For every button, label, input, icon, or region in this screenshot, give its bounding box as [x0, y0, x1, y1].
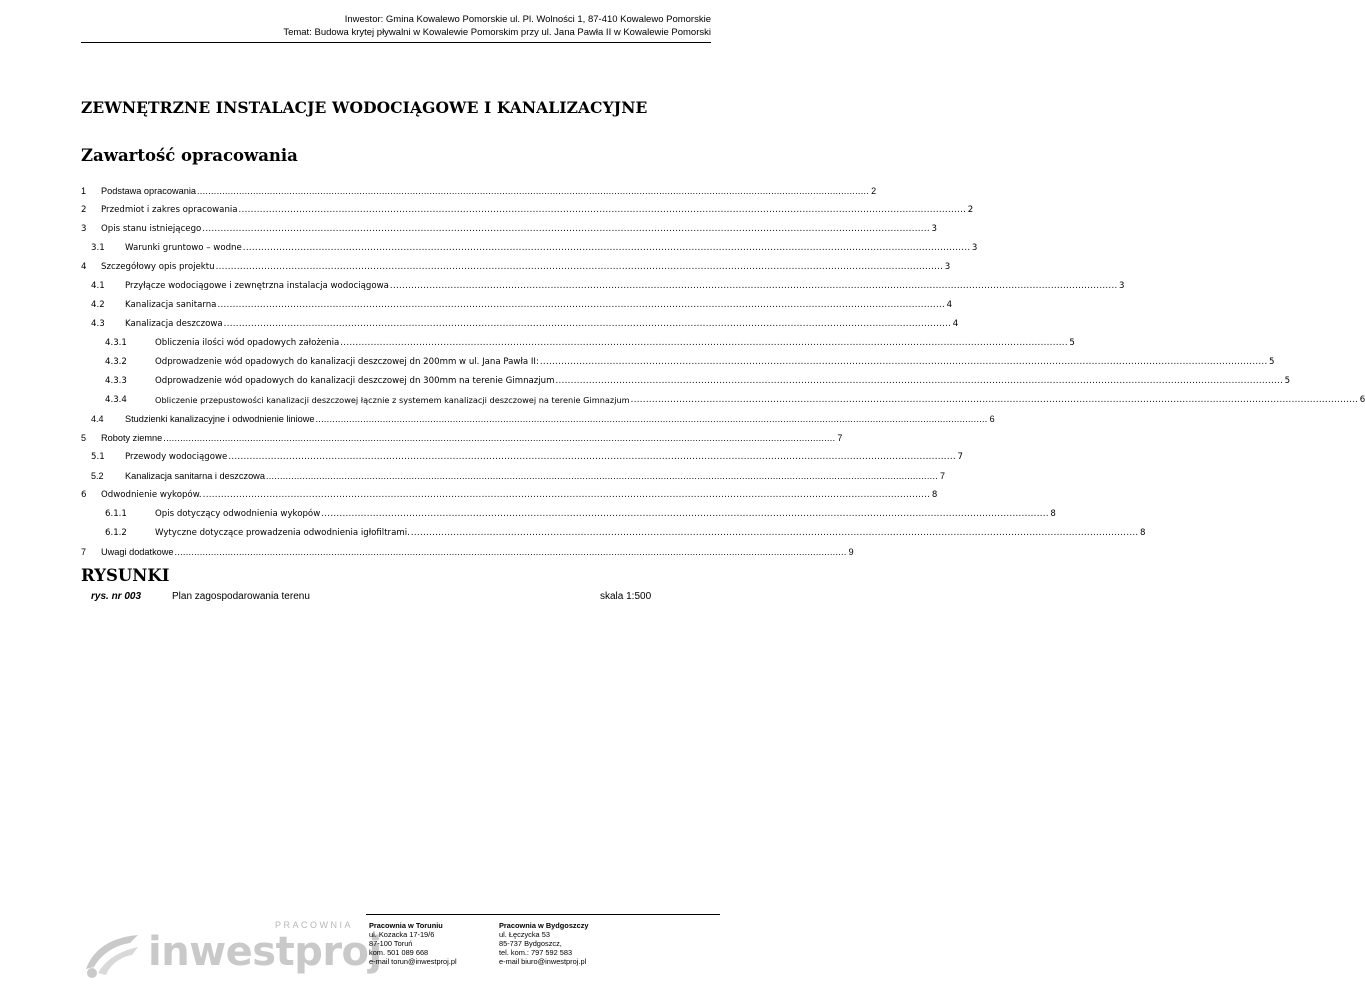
toc-page: 5 — [1069, 338, 1075, 348]
toc-number: 4.3.4 — [105, 395, 127, 405]
toc-text: Opis dotyczący odwodnienia wykopów — [155, 509, 321, 519]
toc-leader: ................................................................................................................................................................................................................................................ — [163, 433, 836, 443]
office-city: 87-100 Toruń — [369, 939, 413, 948]
toc-entry[interactable] — [81, 424, 843, 443]
toc-leader: ................................................................................................................................................................................................................................................ — [630, 395, 1359, 405]
toc-entry[interactable] — [81, 386, 1365, 405]
inwestproj-logo-icon — [80, 929, 144, 979]
office-email: e-mail biuro@inwestproj.pl — [499, 957, 587, 966]
toc-entry[interactable] — [81, 234, 978, 253]
toc-entry[interactable] — [81, 538, 854, 557]
toc-entry[interactable] — [81, 310, 959, 329]
company-logo — [80, 915, 382, 980]
toc-entry[interactable] — [81, 443, 963, 462]
toc-page: 5 — [1269, 357, 1275, 367]
toc-text: Kanalizacja deszczowa — [125, 319, 223, 329]
toc-leader: ................................................................................................................................................................................................................................................ — [223, 319, 952, 329]
toc-leader: ................................................................................................................................................................................................................................................ — [340, 338, 1068, 348]
toc-leader: ................................................................................................................................................................................................................................................ — [265, 471, 939, 481]
toc-text: Warunki gruntowo – wodne — [125, 243, 242, 253]
toc-number: 4 — [81, 262, 87, 272]
office-city: 85-737 Bydgoszcz, — [499, 939, 562, 948]
toc-leader: ................................................................................................................................................................................................................................................ — [202, 224, 930, 234]
toc-number: 4.3.3 — [105, 376, 127, 386]
toc-leader: ................................................................................................................................................................................................................................................ — [315, 414, 988, 424]
office-name: Pracownia w Toruniu — [369, 921, 443, 930]
toc-text: Przyłącze wodociągowe i zewnętrzna instalacja wodociągowa — [125, 281, 389, 291]
toc-number: 3 — [81, 224, 87, 234]
toc-page: 3 — [971, 243, 978, 253]
toc-text: Roboty ziemne — [101, 433, 163, 443]
office-street: ul. Łęczycka 53 — [499, 930, 550, 939]
toc-page: 3 — [944, 262, 951, 272]
drawing-code: rys. nr 003 — [91, 591, 142, 602]
toc-leader: ................................................................................................................................................................................................................................................ — [321, 509, 1049, 519]
toc-number: 5.2 — [91, 471, 104, 481]
toc-number: 4.4 — [91, 414, 104, 424]
toc-number: 4.1 — [91, 281, 105, 291]
toc-page: 4 — [952, 319, 959, 329]
toc-number: 6.1.1 — [105, 509, 127, 519]
toc-number: 2 — [81, 205, 87, 215]
toc-entry[interactable] — [81, 481, 938, 500]
toc-entry[interactable] — [81, 291, 953, 310]
logo-subtitle: PRACOWNIA — [275, 920, 354, 930]
toc-number: 7 — [81, 547, 87, 557]
office-street: ul. Kozacka 17-19/6 — [369, 930, 435, 939]
toc-text: Odprowadzenie wód opadowych do kanalizacji deszczowej dn 300mm na terenie Gimnazjum — [155, 376, 555, 386]
office-phone: tel. kom.: 797 592 583 — [499, 948, 573, 957]
toc-number: 4.3 — [91, 319, 105, 329]
toc-entry[interactable] — [81, 329, 1075, 348]
drawing-scale: skala 1:500 — [600, 591, 652, 602]
toc-text: Przewody wodociągowe — [125, 452, 228, 462]
toc-number: 6 — [81, 490, 87, 500]
toc-leader: ................................................................................................................................................................................................................................................ — [202, 490, 931, 500]
toc-heading: Zawartość opracowania — [81, 146, 298, 165]
toc-text: Odprowadzenie wód opadowych do kanalizacji deszczowej dn 200mm w ul. Jana Pawła II: — [155, 357, 539, 367]
toc-number: 1 — [81, 186, 87, 196]
toc-leader: ................................................................................................................................................................................................................................................ — [217, 300, 946, 310]
toc-number: 3.1 — [91, 243, 105, 253]
toc-entry[interactable] — [81, 272, 1125, 291]
toc-number: 5.1 — [91, 452, 105, 462]
header-divider — [81, 42, 711, 43]
toc-entry[interactable] — [81, 462, 946, 481]
toc-leader: ................................................................................................................................................................................................................................................ — [242, 243, 971, 253]
toc-number: 4.3.1 — [105, 338, 127, 348]
toc-number: 6.1.2 — [105, 528, 127, 538]
toc-text: Opis stanu istniejącego — [101, 224, 202, 234]
toc-page: 6 — [1359, 395, 1365, 405]
toc-page: 5 — [1284, 376, 1291, 386]
toc-leader: ................................................................................................................................................................................................................................................ — [215, 262, 944, 272]
toc-leader: ................................................................................................................................................................................................................................................ — [539, 357, 1268, 367]
toc-entry[interactable] — [81, 348, 1275, 367]
toc-number: 4.3.2 — [105, 357, 127, 367]
toc-page: 8 — [931, 490, 938, 500]
toc-leader: ................................................................................................................................................................................................................................................ — [174, 547, 847, 557]
toc-leader: ................................................................................................................................................................................................................................................ — [389, 281, 1118, 291]
document-title: ZEWNĘTRZNE INSTALACJE WODOCIĄGOWE I KANALIZACYJNE — [81, 98, 648, 117]
header-subject: Temat: Budowa krytej pływalni w Kowalewie Pomorskim przy ul. Jana Pawła II w Kowalewie Pomorski — [283, 27, 711, 38]
toc-text: Kanalizacja sanitarna — [125, 300, 217, 310]
toc-page: 7 — [837, 433, 843, 443]
toc-page: 2 — [871, 186, 877, 196]
toc-leader: ................................................................................................................................................................................................................................................ — [197, 186, 870, 196]
toc-number: 5 — [81, 433, 87, 443]
toc-text: Wytyczne dotyczące prowadzenia odwodnienia igłofiltrami. — [155, 528, 410, 538]
page-header — [283, 13, 711, 39]
toc-entry[interactable] — [81, 215, 937, 234]
toc-text: Przedmiot i zakres opracowania — [101, 205, 238, 215]
toc-page: 7 — [957, 452, 963, 462]
toc-page: 2 — [967, 205, 974, 215]
toc-text: Podstawa opracowania — [101, 186, 196, 196]
office-torun — [369, 921, 457, 966]
toc-page: 8 — [1140, 528, 1146, 538]
toc-page: 6 — [989, 414, 995, 424]
toc-text: Studzienki kanalizacyjne i odwodnienie liniowe — [125, 414, 315, 424]
toc-text: Uwagi dodatkowe — [101, 547, 174, 557]
toc-entry[interactable] — [81, 500, 1056, 519]
office-bydgoszcz — [499, 921, 589, 966]
toc-number: 4.2 — [91, 300, 105, 310]
toc-page: 4 — [946, 300, 953, 310]
toc-entry[interactable] — [81, 177, 877, 196]
toc-page: 3 — [931, 224, 937, 234]
table-of-contents — [81, 177, 1365, 557]
toc-leader: ................................................................................................................................................................................................................................................ — [410, 528, 1139, 538]
toc-leader: ................................................................................................................................................................................................................................................ — [555, 376, 1284, 386]
toc-entry[interactable] — [81, 196, 974, 215]
header-investor: Inwestor: Gmina Kowalewo Pomorskie ul. Pl. Wolności 1, 87-410 Kowalewo Pomorskie — [344, 14, 711, 25]
toc-page: 9 — [848, 547, 854, 557]
toc-page: 8 — [1050, 509, 1056, 519]
drawing-name: Plan zagospodarowania terenu — [172, 591, 310, 602]
toc-page: 7 — [940, 471, 946, 481]
footer-divider — [366, 914, 720, 915]
toc-text: Obliczenia ilości wód opadowych założenia — [155, 338, 340, 348]
office-email: e-mail torun@inwestproj.pl — [369, 957, 457, 966]
toc-text: Kanalizacja sanitarna i deszczowa — [125, 471, 265, 481]
toc-page: 3 — [1119, 281, 1125, 291]
toc-text: Obliczenie przepustowości kanalizacji deszczowej łącznie z systemem kanalizacji deszczowej na terenie Gimnazjum — [155, 395, 630, 405]
toc-text: Odwodnienie wykopów. — [101, 490, 202, 500]
toc-text: Szczegółowy opis projektu — [101, 262, 215, 272]
logo-wordmark: inwestproj — [148, 929, 382, 975]
toc-entry[interactable] — [81, 253, 951, 272]
toc-entry[interactable] — [81, 519, 1146, 538]
toc-leader: ................................................................................................................................................................................................................................................ — [228, 452, 956, 462]
drawings-heading: RYSUNKI — [81, 566, 170, 585]
toc-leader: ................................................................................................................................................................................................................................................ — [238, 205, 967, 215]
office-phone: kom. 501 089 668 — [369, 948, 429, 957]
toc-entry[interactable] — [81, 367, 1291, 386]
toc-entry[interactable] — [81, 405, 995, 424]
office-name: Pracownia w Bydgoszczy — [499, 921, 589, 930]
